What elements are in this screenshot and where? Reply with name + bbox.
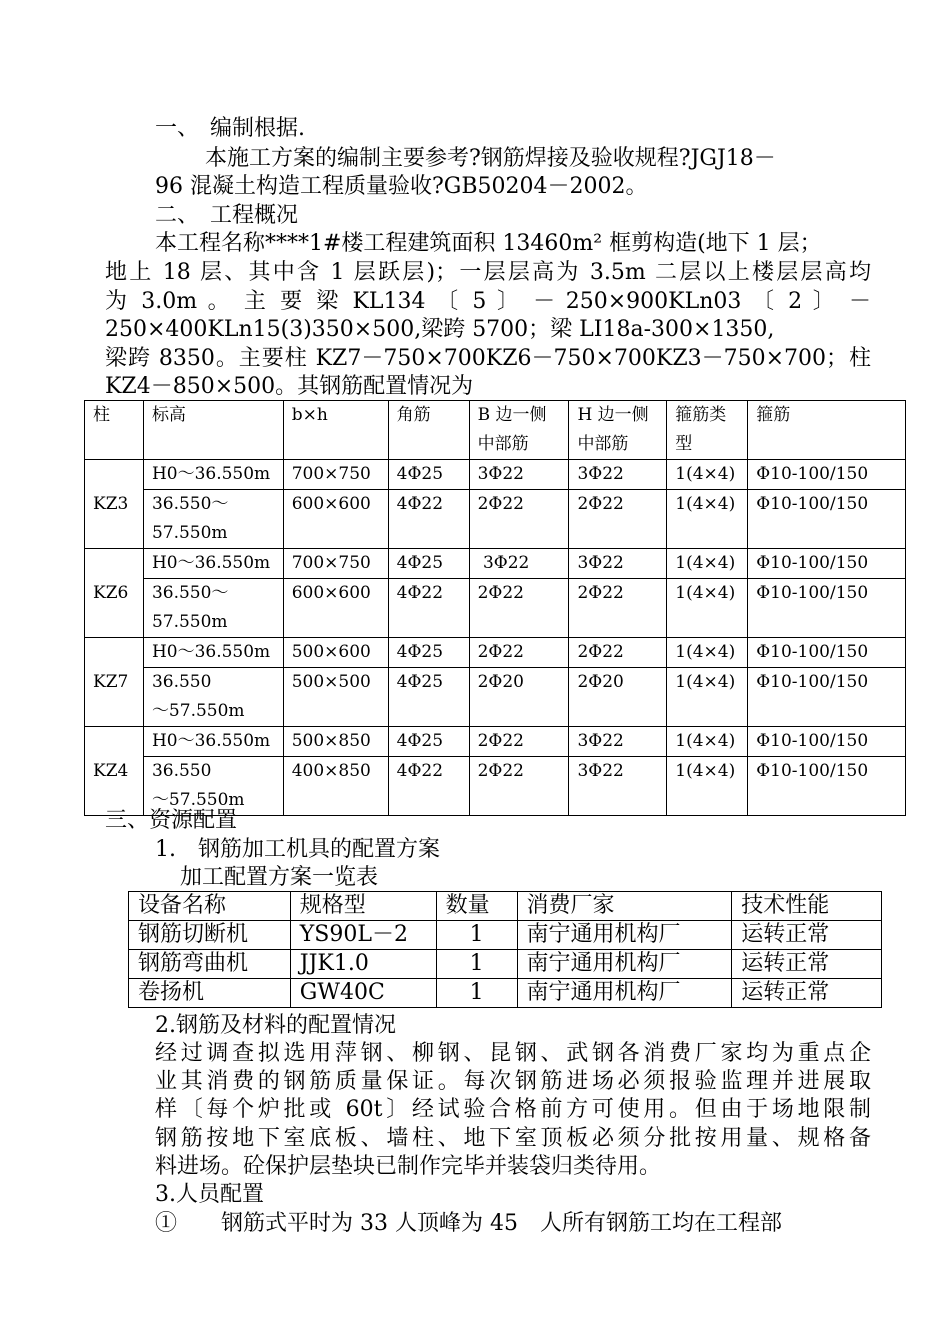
table-row bbox=[85, 727, 906, 757]
elevation-cell: H0～36.550m bbox=[143, 549, 283, 579]
section-3-item-2-line-3: 样〔每个炉批或 60t〕经试验合格前方可使用。但由于场地限制 bbox=[155, 1097, 871, 1122]
quantity-cell: 1 bbox=[436, 921, 517, 950]
equipment-name-cell: 钢筋切断机 bbox=[129, 921, 291, 950]
header-manufacturer: 消费厂家 bbox=[517, 892, 732, 921]
stirrup-cell: Φ10-100/150 bbox=[748, 579, 906, 638]
table-row bbox=[129, 950, 882, 979]
elevation-cell: H0～36.550m bbox=[143, 638, 283, 668]
header-b-side-bars: B 边一侧 中部筋 bbox=[469, 401, 569, 460]
header-model: 规格型 bbox=[290, 892, 436, 921]
section-3-item-2-line-2: 业其消费的钢筋质量保证。每次钢筋进场必须报验监理并进展取 bbox=[155, 1069, 871, 1094]
column-name-cell: KZ3 bbox=[85, 460, 144, 549]
section-size-cell: 400×850 bbox=[283, 757, 388, 816]
column-rebar-table bbox=[84, 400, 906, 816]
quantity-cell: 1 bbox=[436, 979, 517, 1008]
b-side-bars-cell: 2Φ22 bbox=[469, 638, 569, 668]
equipment-name-cell: 卷扬机 bbox=[129, 979, 291, 1008]
stirrup-type-cell: 1(4×4) bbox=[667, 757, 748, 816]
table-row bbox=[85, 668, 906, 727]
h-side-bars-cell: 2Φ22 bbox=[569, 638, 667, 668]
section-size-cell: 600×600 bbox=[283, 490, 388, 549]
table-row bbox=[85, 490, 906, 549]
b-side-bars-cell: 2Φ22 bbox=[469, 490, 569, 549]
performance-cell: 运转正常 bbox=[732, 921, 882, 950]
corner-bars-cell: 4Φ22 bbox=[388, 757, 469, 816]
equipment-name-cell: 钢筋弯曲机 bbox=[129, 950, 291, 979]
model-cell: GW40C bbox=[290, 979, 436, 1008]
corner-bars-cell: 4Φ22 bbox=[388, 579, 469, 638]
b-side-bars-cell: 2Φ22 bbox=[469, 579, 569, 638]
section-size-cell: 500×500 bbox=[283, 668, 388, 727]
performance-cell: 运转正常 bbox=[732, 950, 882, 979]
equipment-table bbox=[128, 891, 882, 1008]
stirrup-cell: Φ10-100/150 bbox=[748, 549, 906, 579]
table-row bbox=[129, 921, 882, 950]
table-row bbox=[85, 579, 906, 638]
corner-bars-cell: 4Φ25 bbox=[388, 668, 469, 727]
section-1-heading: 一、 编制根据. bbox=[155, 116, 305, 141]
manufacturer-cell: 南宁通用机构厂 bbox=[517, 950, 732, 979]
section-size-cell: 500×600 bbox=[283, 638, 388, 668]
model-cell: YS90L－2 bbox=[290, 921, 436, 950]
h-side-bars-cell: 3Φ22 bbox=[569, 460, 667, 490]
header-stirrup-type: 箍筋类 型 bbox=[667, 401, 748, 460]
h-side-bars-cell: 3Φ22 bbox=[569, 549, 667, 579]
stirrup-cell: Φ10-100/150 bbox=[748, 490, 906, 549]
model-cell: JJK1.0 bbox=[290, 950, 436, 979]
corner-bars-cell: 4Φ22 bbox=[388, 490, 469, 549]
section-3-item-3: 3.人员配置 bbox=[155, 1182, 264, 1207]
section-3-item-2-line-5: 料进场。砼保护层垫块已制作完毕并装袋归类待用。 bbox=[155, 1154, 662, 1179]
elevation-cell: 36.550 ～57.550m bbox=[143, 668, 283, 727]
elevation-cell: H0～36.550m bbox=[143, 460, 283, 490]
corner-bars-cell: 4Φ25 bbox=[388, 727, 469, 757]
elevation-cell: H0～36.550m bbox=[143, 727, 283, 757]
column-name-cell: KZ7 bbox=[85, 638, 144, 727]
b-side-bars-cell: 2Φ22 bbox=[469, 727, 569, 757]
header-column: 柱 bbox=[85, 401, 144, 460]
column-name-cell: KZ4 bbox=[85, 727, 144, 816]
corner-bars-cell: 4Φ25 bbox=[388, 460, 469, 490]
section-3-item-2-line-1: 经过调查拟选用萍钢、柳钢、昆钢、武钢各消费厂家均为重点企 bbox=[155, 1041, 871, 1066]
b-side-bars-cell: 3Φ22 bbox=[469, 460, 569, 490]
column-table-header-row bbox=[85, 401, 906, 460]
manufacturer-cell: 南宁通用机构厂 bbox=[517, 921, 732, 950]
stirrup-cell: Φ10-100/150 bbox=[748, 638, 906, 668]
stirrup-type-cell: 1(4×4) bbox=[667, 638, 748, 668]
table-row bbox=[85, 638, 906, 668]
header-corner-bars: 角筋 bbox=[388, 401, 469, 460]
equipment-header-row bbox=[129, 892, 882, 921]
stirrup-cell: Φ10-100/150 bbox=[748, 668, 906, 727]
header-performance: 技术性能 bbox=[732, 892, 882, 921]
table-row bbox=[129, 979, 882, 1008]
header-equipment-name: 设备名称 bbox=[129, 892, 291, 921]
h-side-bars-cell: 2Φ22 bbox=[569, 579, 667, 638]
section-3-item-2-line-4: 钢筋按地下室底板、墙柱、地下室顶板必须分批按用量、规格备 bbox=[155, 1126, 871, 1151]
manufacturer-cell: 南宁通用机构厂 bbox=[517, 979, 732, 1008]
b-side-bars-cell: 2Φ22 bbox=[469, 757, 569, 816]
section-1-body-line-2: 96 混凝土构造工程质量验收?GB50204－2002。 bbox=[155, 174, 648, 199]
table-row bbox=[85, 460, 906, 490]
section-3-item-1: 1. 钢筋加工机具的配置方案 bbox=[155, 837, 440, 862]
header-quantity: 数量 bbox=[436, 892, 517, 921]
section-2-body-line-3: 为 3.0m 。 主 要 梁 KL134 〔 5 〕 － 250×900KLn03 〔 2 〕 － bbox=[105, 289, 871, 314]
quantity-cell: 1 bbox=[436, 950, 517, 979]
stirrup-cell: Φ10-100/150 bbox=[748, 727, 906, 757]
h-side-bars-cell: 3Φ22 bbox=[569, 757, 667, 816]
equipment-table-title: 加工配置方案一览表 bbox=[180, 865, 379, 890]
performance-cell: 运转正常 bbox=[732, 979, 882, 1008]
b-side-bars-cell: 3Φ22 bbox=[469, 549, 569, 579]
section-size-cell: 700×750 bbox=[283, 460, 388, 490]
column-name-cell: KZ6 bbox=[85, 549, 144, 638]
stirrup-type-cell: 1(4×4) bbox=[667, 460, 748, 490]
h-side-bars-cell: 2Φ20 bbox=[569, 668, 667, 727]
elevation-cell: 36.550～ 57.550m bbox=[143, 579, 283, 638]
h-side-bars-cell: 2Φ22 bbox=[569, 490, 667, 549]
stirrup-type-cell: 1(4×4) bbox=[667, 549, 748, 579]
header-section-size: b×h bbox=[283, 401, 388, 460]
section-size-cell: 600×600 bbox=[283, 579, 388, 638]
corner-bars-cell: 4Φ25 bbox=[388, 549, 469, 579]
header-elevation: 标高 bbox=[143, 401, 283, 460]
section-1-body-line-1: 本施工方案的编制主要参考?钢筋焊接及验收规程?JGJ18－ bbox=[205, 146, 776, 171]
section-size-cell: 500×850 bbox=[283, 727, 388, 757]
section-3-item-2: 2.钢筋及材料的配置情况 bbox=[155, 1013, 396, 1038]
stirrup-type-cell: 1(4×4) bbox=[667, 668, 748, 727]
section-size-cell: 700×750 bbox=[283, 549, 388, 579]
header-stirrup: 箍筋 bbox=[748, 401, 906, 460]
section-2-body-line-4: 250×400KLn15(3)350×500,梁跨 5700；梁 LI18a-300×1350, bbox=[105, 317, 775, 342]
section-3-item-3-line-1: ① 钢筋式平时为 33 人顶峰为 45 人所有钢筋工均在工程部 bbox=[155, 1211, 782, 1236]
elevation-cell: 36.550～ 57.550m bbox=[143, 490, 283, 549]
stirrup-type-cell: 1(4×4) bbox=[667, 727, 748, 757]
b-side-bars-cell: 2Φ20 bbox=[469, 668, 569, 727]
elevation-cell: 36.550 ～57.550m bbox=[143, 757, 283, 816]
section-2-body-line-2: 地上 18 层、其中含 1 层跃层)；一层层高为 3.5m 二层以上楼层层高均 bbox=[105, 260, 871, 285]
section-2-body-line-5: 梁跨 8350。主要柱 KZ7－750×700KZ6－750×700KZ3－750×700；柱 bbox=[105, 346, 871, 371]
section-3-heading: 三、资源配置 bbox=[105, 808, 238, 833]
section-2-body-line-6: KZ4－850×500。其钢筋配置情况为 bbox=[105, 374, 474, 399]
header-h-side-bars: H 边一侧 中部筋 bbox=[569, 401, 667, 460]
stirrup-cell: Φ10-100/150 bbox=[748, 757, 906, 816]
h-side-bars-cell: 3Φ22 bbox=[569, 727, 667, 757]
corner-bars-cell: 4Φ25 bbox=[388, 638, 469, 668]
stirrup-type-cell: 1(4×4) bbox=[667, 490, 748, 549]
stirrup-cell: Φ10-100/150 bbox=[748, 460, 906, 490]
section-2-heading: 二、 工程概况 bbox=[155, 203, 299, 228]
stirrup-type-cell: 1(4×4) bbox=[667, 579, 748, 638]
table-row bbox=[85, 549, 906, 579]
section-2-body-line-1: 本工程名称****1#楼工程建筑面积 13460m² 框剪构造(地下 1 层； bbox=[155, 231, 822, 256]
